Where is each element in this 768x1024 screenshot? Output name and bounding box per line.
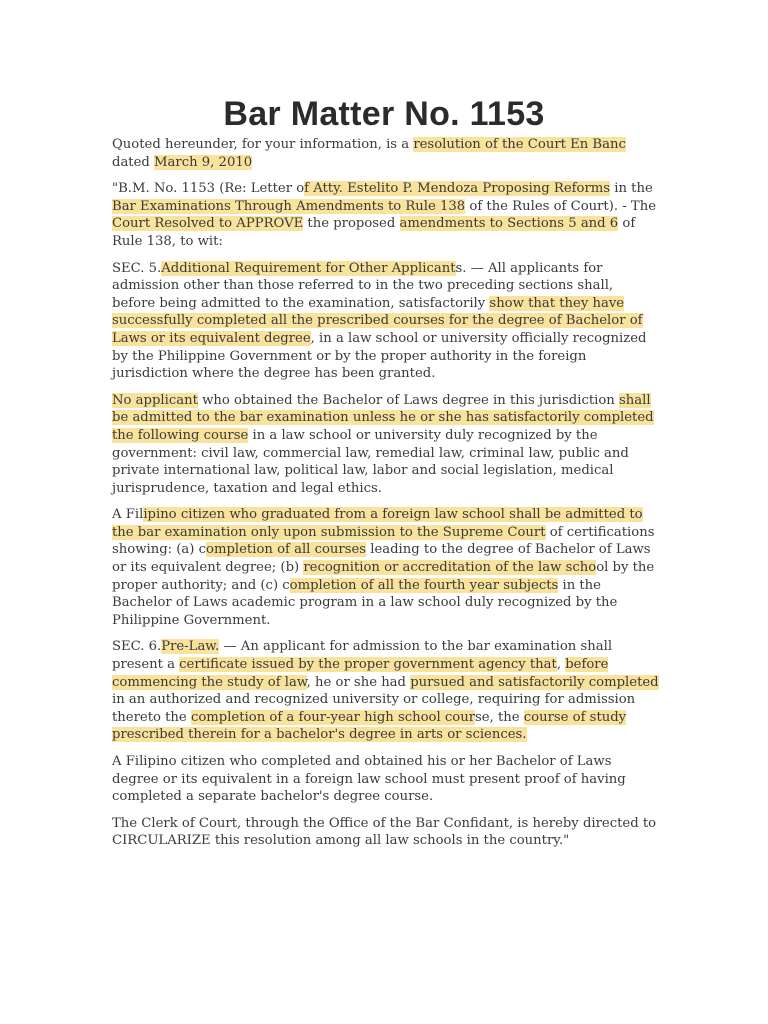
body-text: , he or she had <box>306 674 411 690</box>
highlighted-text: ompletion of all courses <box>206 542 367 558</box>
filipino-citizen-paragraph <box>112 506 660 629</box>
highlighted-text: Court Resolved to APPROVE <box>112 216 304 232</box>
body-text: of the Rules of Court). - The <box>465 198 656 214</box>
body-text: the proposed <box>303 216 400 232</box>
body-text: of certifications showing: (a) c <box>112 524 655 558</box>
body-text: The Clerk of Court, through the Office of the Bar Confidant, is hereby directed to CIRCULARIZE this resolution among all law schools in the country." <box>112 815 657 849</box>
highlighted-text: course of study prescribed therein for a bachelor's degree in arts or sciences. <box>112 709 627 743</box>
body-text: dated <box>112 154 155 170</box>
body-text: in an authorized and recognized university or college, requiring for admission thereto the <box>112 692 636 725</box>
body-text: Quoted hereunder, for your information, is a <box>112 137 414 152</box>
body-text: A Fil <box>112 507 144 523</box>
body-text: of Rule 138, to wit: <box>112 216 636 249</box>
body-text: — An applicant for admission to the bar examination shall present a <box>112 639 613 673</box>
body-text: se, the <box>475 709 524 725</box>
body-text: leading to the degree of Bachelor of Laws or its equivalent degree; (b) <box>112 542 651 576</box>
highlighted-text: No applicant <box>112 392 198 408</box>
highlighted-text: show that they have successfully completed all the prescribed courses for the degree of Bachelor of Laws or its equivalent degree <box>112 295 643 346</box>
highlighted-text: f Atty. Estelito P. Mendoza Proposing Reforms <box>304 181 611 197</box>
body-text: A Filipino citizen who completed and obtained his or her Bachelor of Laws degree or its equivalent in a foreign law school must present proof of having completed a separate bachelor's degree course. <box>112 754 626 805</box>
highlighted-text: Bar Examinations Through Amendments to Rule 138 <box>112 198 466 214</box>
highlighted-text: completion of a four-year high school cour <box>190 709 476 725</box>
body-text: in a law school or university duly recognized by the government: civil law, commercial law, remedial law, criminal law, public and private international law, political law, labor and social legislation, medical jurisprudence, taxation and legal ethics. <box>112 427 629 496</box>
highlighted-text: Additional Requirement for Other Applicant <box>161 260 456 276</box>
clerk-paragraph <box>112 815 660 850</box>
highlighted-text: ompletion of all the fourth year subjects <box>289 577 559 593</box>
highlighted-text: Pre-Law. <box>161 639 220 655</box>
highlighted-text: recognition or accreditation of the law scho <box>303 560 597 576</box>
body-text: , <box>556 657 566 673</box>
body-text: s. — All applicants for admission other than those referred to in the two preceding sections shall, before being admitted to the examination, satisfactorily <box>112 260 614 311</box>
body-text: in the Bachelor of Laws academic program in a law school duly recognized by the Philippine Government. <box>112 577 618 628</box>
document-title: Bar Matter No. 1153 <box>223 95 545 133</box>
body-text: SEC. 5. <box>112 260 162 276</box>
highlighted-text: resolution of the Court En Banc <box>413 137 626 152</box>
highlighted-text: ipino citizen who graduated from a foreign law school shall be admitted to the bar examination only upon submission to the Supreme Court <box>112 507 643 540</box>
bm-paragraph <box>112 180 660 250</box>
body-text: who obtained the Bachelor of Laws degree in this jurisdiction <box>197 392 619 408</box>
highlighted-text: amendments to Sections 5 and 6 <box>399 216 619 232</box>
document-body <box>112 136 660 859</box>
highlighted-text: shall be admitted to the bar examination unless he or she has satisfactorily completed the following course <box>112 392 654 443</box>
body-text: ol by the proper authority; and (c) c <box>112 560 655 593</box>
highlighted-text: before commencing the study of law <box>112 657 609 690</box>
body-text: in the <box>610 181 653 197</box>
sec5-paragraph <box>112 260 660 383</box>
body-text: SEC. 6. <box>112 639 162 655</box>
sec6-paragraph <box>112 638 660 744</box>
no-applicant-paragraph <box>112 392 660 498</box>
body-text: , in a law school or university officially recognized by the Philippine Government or by the proper authority in the foreign jurisdiction where the degree has been granted. <box>112 330 647 382</box>
body-text: "B.M. No. 1153 (Re: Letter o <box>112 181 305 197</box>
proof-paragraph <box>112 753 660 806</box>
intro-paragraph <box>112 136 660 171</box>
highlighted-text: pursued and satisfactorily completed <box>410 674 659 690</box>
highlighted-text: certificate issued by the proper government agency that <box>179 657 557 673</box>
highlighted-text: March 9, 2010 <box>154 154 253 170</box>
